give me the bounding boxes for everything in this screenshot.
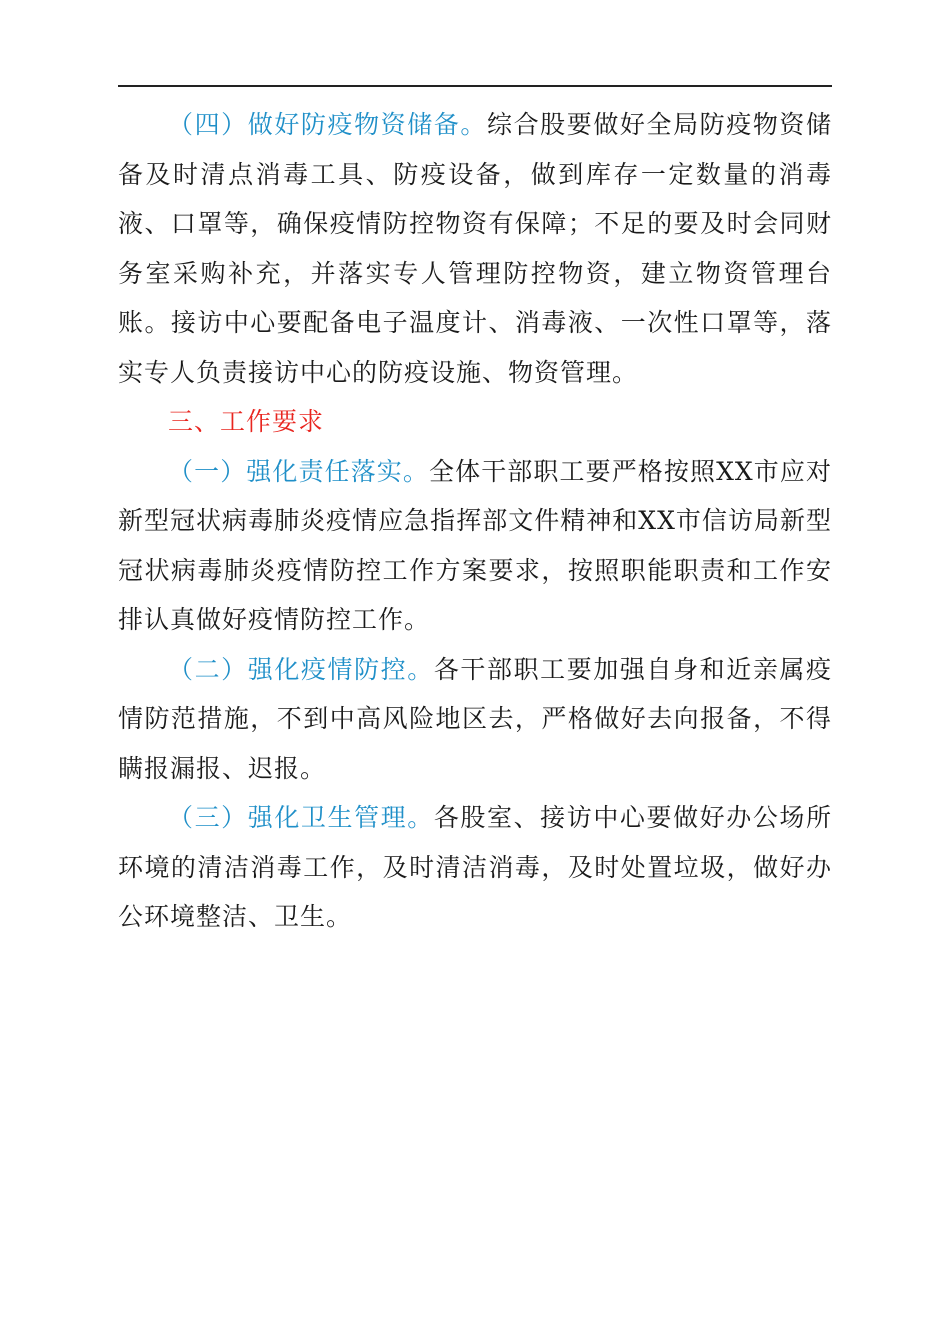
paragraph-hygiene: [118, 793, 832, 942]
paragraph-lead: （四）做好防疫物资储备。: [168, 110, 487, 139]
paragraph-lead: （三）强化卫生管理。: [168, 803, 434, 832]
paragraph-lead: （一）强化责任落实。: [168, 456, 429, 486]
paragraph-stockpile-supplies: [118, 100, 832, 397]
paragraph-body: 全体干部职工要严格按照XX市应对新型冠状病毒肺炎疫情应急指挥部文件精神和XX市信访局新型冠状病毒肺炎疫情防控工作方案要求，按照职能职责和工作安排认真做好疫情防控工作。: [118, 456, 832, 634]
paragraph-epidemic-control: [118, 645, 832, 794]
paragraph-responsibility: [118, 447, 832, 645]
section-heading: 三、工作要求: [168, 407, 325, 436]
paragraph-body: 各干部职工要加强自身和近亲属疫情防范措施，不到中高风险地区去，严格做好去向报备，不得瞒报漏报、迟报。: [118, 654, 832, 783]
paragraph-body: 综合股要做好全局防疫物资储备及时清点消毒工具、防疫设备，做到库存一定数量的消毒液、口罩等，确保疫情防控物资有保障；不足的要及时会同财务室采购补充，并落实专人管理防控物资，建立物资管理台账。接访中心要配备电子温度计、消毒液、一次性口罩等，落实专人负责接访中心的防疫设施、物资管理。: [118, 110, 832, 387]
paragraph-body: 各股室、接访中心要做好办公场所环境的清洁消毒工作，及时清洁消毒，及时处置垃圾，做好办公环境整洁、卫生。: [118, 803, 832, 931]
header-rule: [118, 85, 832, 87]
document-content: [118, 100, 832, 942]
paragraph-lead: （二）强化疫情防控。: [168, 654, 434, 684]
